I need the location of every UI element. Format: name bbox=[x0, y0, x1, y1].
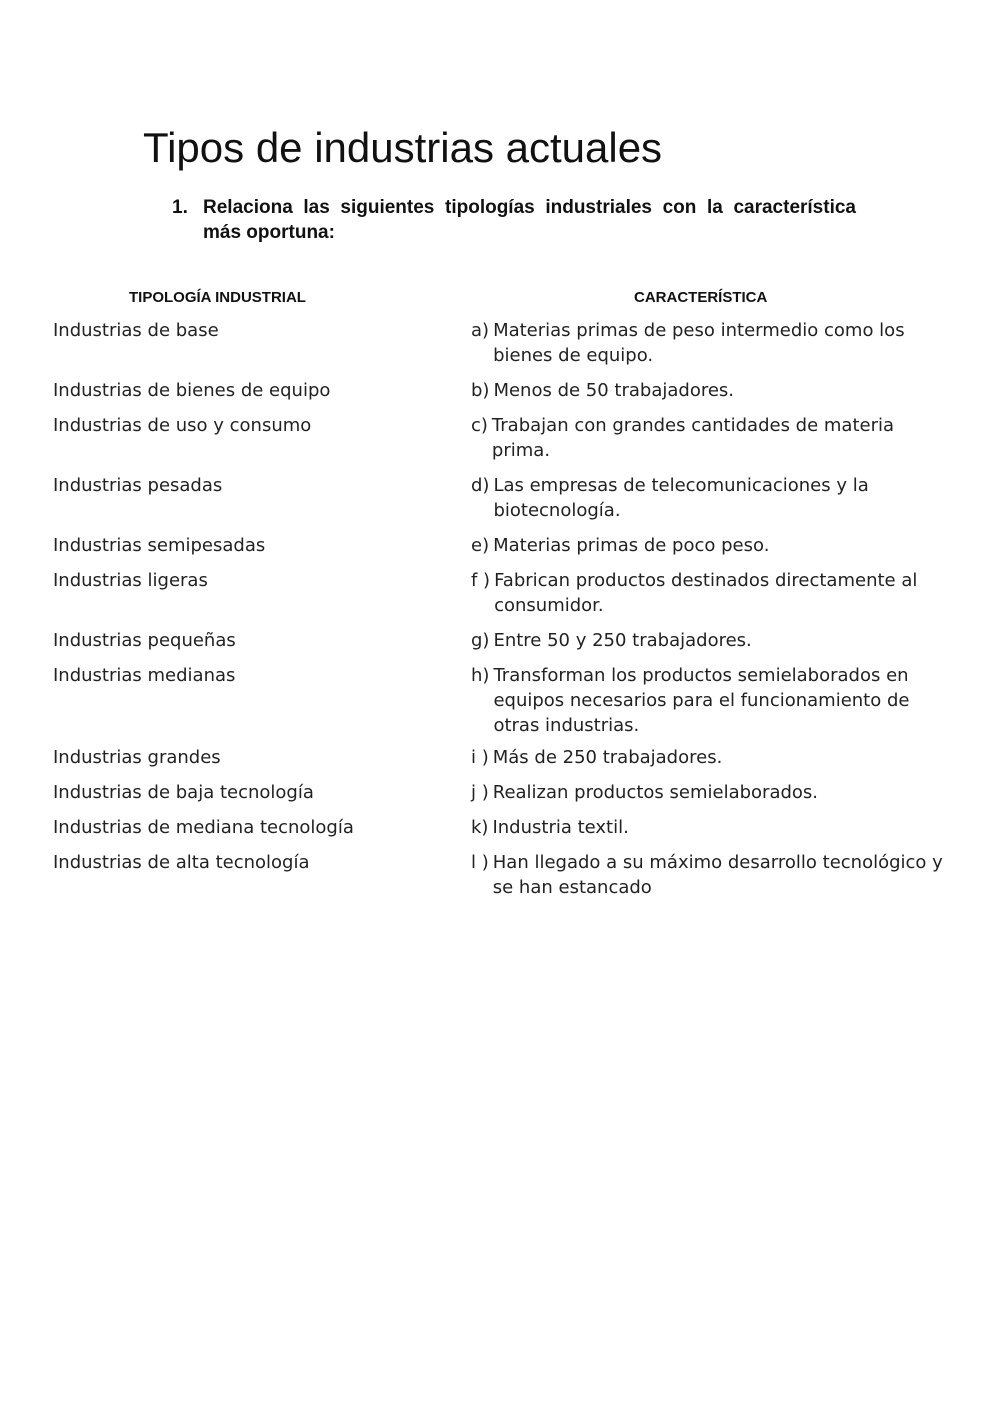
caracteristica-letter: b) bbox=[471, 380, 490, 401]
matching-table bbox=[53, 318, 953, 910]
header-tipologia: TIPOLOGÍA INDUSTRIAL bbox=[129, 289, 306, 306]
caracteristica-letter: f ) bbox=[471, 570, 491, 591]
caracteristica-text: Trabajan con grandes cantidades de materia prima. bbox=[491, 415, 895, 461]
caracteristica-letter: a) bbox=[471, 320, 490, 341]
tipologia-item: Industrias de bienes de equipo bbox=[53, 380, 331, 401]
caracteristica-item bbox=[471, 413, 953, 463]
caracteristica-text: Entre 50 y 250 trabajadores. bbox=[493, 630, 752, 651]
caracteristica-item bbox=[471, 745, 953, 770]
tipologia-item: Industrias pesadas bbox=[53, 475, 223, 496]
tipologia-item: Industrias de alta tecnología bbox=[53, 852, 310, 873]
caracteristica-letter: g) bbox=[471, 630, 490, 651]
caracteristica-letter: d) bbox=[471, 475, 490, 496]
table-row bbox=[53, 413, 953, 463]
caracteristica-text: Industria textil. bbox=[492, 817, 629, 838]
caracteristica-letter: e) bbox=[471, 535, 490, 556]
tipologia-item: Industrias pequeñas bbox=[53, 630, 236, 651]
tipologia-item: Industrias grandes bbox=[53, 747, 221, 768]
table-row bbox=[53, 663, 953, 738]
table-row bbox=[53, 318, 953, 368]
caracteristica-letter: j ) bbox=[471, 782, 489, 803]
caracteristica-item bbox=[471, 378, 953, 403]
caracteristica-item bbox=[471, 473, 953, 523]
instruction bbox=[172, 195, 856, 245]
caracteristica-letter: k) bbox=[471, 817, 489, 838]
tipologia-item: Industrias medianas bbox=[53, 665, 236, 686]
table-row bbox=[53, 378, 953, 403]
caracteristica-letter: l ) bbox=[471, 852, 489, 873]
instruction-number: 1. bbox=[172, 197, 188, 218]
caracteristica-text: Materias primas de peso intermedio como los bienes de equipo. bbox=[493, 320, 905, 366]
caracteristica-item bbox=[471, 628, 953, 653]
tipologia-item: Industrias de base bbox=[53, 320, 219, 341]
table-row bbox=[53, 780, 953, 805]
caracteristica-item bbox=[471, 533, 953, 558]
caracteristica-letter: i ) bbox=[471, 747, 489, 768]
caracteristica-text: Fabrican productos destinados directamente al consumidor. bbox=[494, 570, 918, 616]
instruction-text: Relaciona las siguientes tipologías industriales con la característica más oportuna: bbox=[203, 197, 856, 243]
caracteristica-text: Menos de 50 trabajadores. bbox=[493, 380, 735, 401]
caracteristica-letter: c) bbox=[471, 415, 488, 436]
caracteristica-text: Materias primas de poco peso. bbox=[493, 535, 770, 556]
tipologia-item: Industrias ligeras bbox=[53, 570, 208, 591]
table-row bbox=[53, 628, 953, 653]
caracteristica-text: Han llegado a su máximo desarrollo tecnológico y se han estancado bbox=[492, 852, 943, 898]
table-row bbox=[53, 850, 953, 900]
table-row bbox=[53, 568, 953, 618]
caracteristica-text: Transforman los productos semielaborados en equipos necesarios para el funcionamiento de otras industrias. bbox=[493, 665, 910, 736]
caracteristica-item bbox=[471, 568, 953, 618]
caracteristica-text: Más de 250 trabajadores. bbox=[492, 747, 723, 768]
header-caracteristica: CARACTERÍSTICA bbox=[634, 289, 768, 306]
caracteristica-item bbox=[471, 780, 953, 805]
table-row bbox=[53, 745, 953, 770]
caracteristica-text: Realizan productos semielaborados. bbox=[492, 782, 819, 803]
caracteristica-item bbox=[471, 663, 953, 738]
caracteristica-item bbox=[471, 318, 953, 368]
caracteristica-item bbox=[471, 850, 953, 900]
caracteristica-item bbox=[471, 815, 953, 840]
tipologia-item: Industrias de mediana tecnología bbox=[53, 817, 354, 838]
tipologia-item: Industrias de baja tecnología bbox=[53, 782, 314, 803]
caracteristica-text: Las empresas de telecomunicaciones y la biotecnología. bbox=[493, 475, 869, 521]
table-row bbox=[53, 815, 953, 840]
caracteristica-letter: h) bbox=[471, 665, 490, 686]
page-title: Tipos de industrias actuales bbox=[143, 124, 663, 171]
table-row bbox=[53, 533, 953, 558]
tipologia-item: Industrias semipesadas bbox=[53, 535, 266, 556]
tipologia-item: Industrias de uso y consumo bbox=[53, 415, 312, 436]
table-row bbox=[53, 473, 953, 523]
